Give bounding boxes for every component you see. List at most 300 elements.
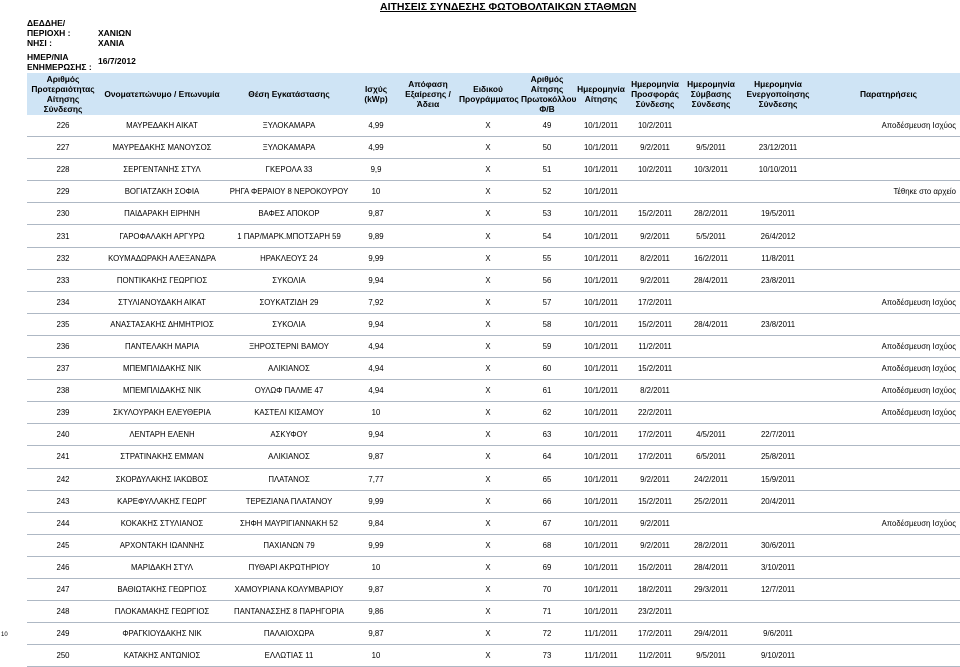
cell-power: 10 <box>353 556 399 578</box>
cell-notes <box>817 490 960 512</box>
cell-activation-date <box>739 335 817 357</box>
cell-offer-date: 15/2/2011 <box>627 203 683 225</box>
cell-location: ΑΛΙΚΙΑΝΟΣ <box>225 446 353 468</box>
cell-num: 247 <box>27 578 99 600</box>
cell-name: ΓΑΡΟΦΑΛΑΚΗ ΑΡΓΥΡΩ <box>99 225 225 247</box>
table-row <box>27 291 960 313</box>
cell-power: 9,84 <box>353 512 399 534</box>
cell-offer-date: 10/2/2011 <box>627 115 683 137</box>
cell-contract-date <box>683 335 739 357</box>
cell-location: ΡΗΓΑ ΦΕΡΑΙΟΥ 8 ΝΕΡΟΚΟΥΡΟΥ <box>225 181 353 203</box>
cell-offer-date: 8/2/2011 <box>627 247 683 269</box>
cell-decision <box>399 291 457 313</box>
cell-name: ΠΟΝΤΙΚΑΚΗΣ ΓΕΩΡΓΙΟΣ <box>99 269 225 291</box>
cell-contract-date <box>683 601 739 623</box>
cell-name: ΠΑΙΔΑΡΑΚΗ ΕΙΡΗΝΗ <box>99 203 225 225</box>
cell-name: ΑΡΧΟΝΤΑΚΗ ΙΩΑΝΝΗΣ <box>99 534 225 556</box>
cell-protocol: 72 <box>519 623 575 645</box>
table-header-row <box>27 73 960 115</box>
cell-protocol: 67 <box>519 512 575 534</box>
cell-protocol: 68 <box>519 534 575 556</box>
cell-activation-date: 23/8/2011 <box>739 313 817 335</box>
cell-contract-date <box>683 291 739 313</box>
cell-program: X <box>457 181 519 203</box>
cell-location: ΑΣΚΥΦΟΥ <box>225 424 353 446</box>
cell-offer-date <box>627 181 683 203</box>
cell-app-date: 10/1/2011 <box>575 380 627 402</box>
cell-num: 230 <box>27 203 99 225</box>
cell-location: ΠΑΝΤΑΝΑΣΣΗΣ 8 ΠΑΡΗΓΟΡΙΑ <box>225 601 353 623</box>
table-row <box>27 313 960 335</box>
cell-app-date: 10/1/2011 <box>575 269 627 291</box>
cell-num: 242 <box>27 468 99 490</box>
cell-activation-date: 22/7/2011 <box>739 424 817 446</box>
cell-decision <box>399 115 457 137</box>
cell-app-date: 10/1/2011 <box>575 203 627 225</box>
cell-power: 9,86 <box>353 601 399 623</box>
cell-notes <box>817 556 960 578</box>
cell-name: ΣΤΥΛΙΑΝΟΥΔΑΚΗ ΑΙΚΑΤ <box>99 291 225 313</box>
cell-offer-date: 9/2/2011 <box>627 225 683 247</box>
cell-app-date: 10/1/2011 <box>575 115 627 137</box>
cell-contract-date: 29/3/2011 <box>683 578 739 600</box>
cell-activation-date: 3/10/2011 <box>739 556 817 578</box>
table-row <box>27 159 960 181</box>
table-row <box>27 115 960 137</box>
cell-program: X <box>457 115 519 137</box>
cell-notes <box>817 159 960 181</box>
cell-protocol: 64 <box>519 446 575 468</box>
cell-num: 234 <box>27 291 99 313</box>
cell-offer-date: 9/2/2011 <box>627 534 683 556</box>
cell-activation-date: 15/9/2011 <box>739 468 817 490</box>
cell-program: X <box>457 424 519 446</box>
cell-num: 235 <box>27 313 99 335</box>
column-header-location: Θέση Εγκατάστασης <box>225 73 353 115</box>
cell-program: X <box>457 225 519 247</box>
cell-name: ΜΑΡΙΔΑΚΗ ΣΤΥΛ <box>99 556 225 578</box>
cell-protocol: 53 <box>519 203 575 225</box>
table-row <box>27 534 960 556</box>
table-row <box>27 247 960 269</box>
cell-decision <box>399 358 457 380</box>
area-label: ΠΕΡΙΟΧΗ : <box>27 28 71 38</box>
table-row <box>27 181 960 203</box>
table-row <box>27 601 960 623</box>
table-row <box>27 225 960 247</box>
cell-contract-date: 25/2/2011 <box>683 490 739 512</box>
cell-contract-date: 5/5/2011 <box>683 225 739 247</box>
cell-location: ΠΑΧΙΑΝΩΝ 79 <box>225 534 353 556</box>
cell-activation-date: 19/5/2011 <box>739 203 817 225</box>
cell-program: X <box>457 490 519 512</box>
cell-activation-date: 12/7/2011 <box>739 578 817 600</box>
cell-decision <box>399 645 457 667</box>
table-row <box>27 424 960 446</box>
cell-program: X <box>457 358 519 380</box>
cell-program: X <box>457 159 519 181</box>
cell-decision <box>399 578 457 600</box>
cell-contract-date: 28/2/2011 <box>683 203 739 225</box>
cell-contract-date: 6/5/2011 <box>683 446 739 468</box>
cell-activation-date <box>739 291 817 313</box>
cell-decision <box>399 490 457 512</box>
cell-contract-date: 29/4/2011 <box>683 623 739 645</box>
cell-contract-date: 16/2/2011 <box>683 247 739 269</box>
cell-num: 241 <box>27 446 99 468</box>
cell-location: ΠΑΛΑΙΟΧΩΡΑ <box>225 623 353 645</box>
cell-contract-date: 9/5/2011 <box>683 645 739 667</box>
cell-app-date: 10/1/2011 <box>575 335 627 357</box>
cell-decision <box>399 247 457 269</box>
table-row <box>27 578 960 600</box>
table-row <box>27 512 960 534</box>
table-row <box>27 556 960 578</box>
cell-protocol: 69 <box>519 556 575 578</box>
cell-name: ΜΠΕΜΠΛΙΔΑΚΗΣ ΝΙΚ <box>99 380 225 402</box>
cell-location: ΑΛΙΚΙΑΝΟΣ <box>225 358 353 380</box>
date-label-line1: ΗΜΕΡ/ΝΙΑ <box>27 52 69 62</box>
cell-protocol: 55 <box>519 247 575 269</box>
column-header-name: Ονοματεπώνυμο / Επωνυμία <box>99 73 225 115</box>
cell-decision <box>399 313 457 335</box>
cell-decision <box>399 601 457 623</box>
cell-notes <box>817 623 960 645</box>
column-header-notes: Παρατηρήσεις <box>817 73 960 115</box>
cell-power: 9,94 <box>353 424 399 446</box>
cell-num: 229 <box>27 181 99 203</box>
cell-num: 233 <box>27 269 99 291</box>
cell-location: ΧΑΜΟΥΡΙΑΝΑ ΚΟΛΥΜΒΑΡΙΟΥ <box>225 578 353 600</box>
cell-offer-date: 9/2/2011 <box>627 269 683 291</box>
cell-activation-date: 10/10/2011 <box>739 159 817 181</box>
cell-offer-date: 10/2/2011 <box>627 159 683 181</box>
cell-app-date: 11/1/2011 <box>575 623 627 645</box>
cell-protocol: 63 <box>519 424 575 446</box>
cell-num: 239 <box>27 402 99 424</box>
cell-program: X <box>457 446 519 468</box>
table-row <box>27 269 960 291</box>
cell-protocol: 59 <box>519 335 575 357</box>
cell-program: X <box>457 335 519 357</box>
cell-location: ΚΑΣΤΕΛΙ ΚΙΣΑΜΟΥ <box>225 402 353 424</box>
cell-offer-date: 17/2/2011 <box>627 623 683 645</box>
applications-table <box>27 73 960 667</box>
cell-notes <box>817 601 960 623</box>
cell-name: ΦΡΑΓΚΙΟΥΔΑΚΗΣ ΝΙΚ <box>99 623 225 645</box>
cell-protocol: 51 <box>519 159 575 181</box>
cell-decision <box>399 203 457 225</box>
cell-app-date: 10/1/2011 <box>575 137 627 159</box>
cell-power: 9,99 <box>353 247 399 269</box>
cell-notes <box>817 313 960 335</box>
page-title: ΑΙΤΗΣΕΙΣ ΣΥΝΔΕΣΗΣ ΦΩΤΟΒΟΛΤΑΙΚΩΝ ΣΤΑΘΜΩΝ <box>380 1 637 13</box>
cell-offer-date: 15/2/2011 <box>627 313 683 335</box>
cell-location: ΠΥΘΑΡΙ ΑΚΡΩΤΗΡΙΟΥ <box>225 556 353 578</box>
cell-location: ΣΗΦΗ ΜΑΥΡΙΓΙΑΝΝΑΚΗ 52 <box>225 512 353 534</box>
cell-activation-date: 26/4/2012 <box>739 225 817 247</box>
cell-name: ΣΚΥΛΟΥΡΑΚΗ ΕΛΕΥΘΕΡΙΑ <box>99 402 225 424</box>
cell-notes: Τέθηκε στο αρχείο <box>817 181 960 203</box>
cell-activation-date: 23/12/2011 <box>739 137 817 159</box>
cell-contract-date <box>683 380 739 402</box>
cell-offer-date: 9/2/2011 <box>627 468 683 490</box>
cell-app-date: 10/1/2011 <box>575 159 627 181</box>
cell-protocol: 49 <box>519 115 575 137</box>
cell-activation-date <box>739 601 817 623</box>
cell-program: X <box>457 203 519 225</box>
cell-offer-date: 17/2/2011 <box>627 424 683 446</box>
cell-notes: Αποδέσμευση Ισχύος <box>817 358 960 380</box>
cell-app-date: 10/1/2011 <box>575 225 627 247</box>
cell-protocol: 57 <box>519 291 575 313</box>
cell-num: 226 <box>27 115 99 137</box>
cell-program: X <box>457 313 519 335</box>
cell-protocol: 66 <box>519 490 575 512</box>
cell-location: ΕΛΛΩΤΙΑΣ 11 <box>225 645 353 667</box>
cell-power: 10 <box>353 181 399 203</box>
cell-num: 227 <box>27 137 99 159</box>
cell-name: ΣΚΟΡΔΥΛΑΚΗΣ ΙΑΚΩΒΟΣ <box>99 468 225 490</box>
cell-name: ΣΕΡΓΕΝΤΑΝΗΣ ΣΤΥΛ <box>99 159 225 181</box>
cell-num: 238 <box>27 380 99 402</box>
cell-power: 9,87 <box>353 623 399 645</box>
cell-power: 9,99 <box>353 534 399 556</box>
date-label-line2: ΕΝΗΜΕΡΩΣΗΣ : <box>27 62 92 72</box>
cell-name: ΚΑΡΕΦΥΛΛΑΚΗΣ ΓΕΩΡΓ <box>99 490 225 512</box>
cell-app-date: 10/1/2011 <box>575 402 627 424</box>
cell-activation-date: 11/8/2011 <box>739 247 817 269</box>
cell-location: ΞΥΛΟΚΑΜΑΡΑ <box>225 115 353 137</box>
cell-protocol: 60 <box>519 358 575 380</box>
cell-power: 4,99 <box>353 115 399 137</box>
cell-program: X <box>457 402 519 424</box>
table-row <box>27 645 960 667</box>
cell-location: ΤΕΡΕΖΙΑΝΑ ΠΛΑΤΑΝΟΥ <box>225 490 353 512</box>
cell-protocol: 71 <box>519 601 575 623</box>
cell-app-date: 10/1/2011 <box>575 578 627 600</box>
cell-contract-date <box>683 115 739 137</box>
cell-contract-date: 24/2/2011 <box>683 468 739 490</box>
cell-app-date: 10/1/2011 <box>575 468 627 490</box>
column-header-contract-date: Ημερομηνία Σύμβασης Σύνδεσης <box>683 73 739 115</box>
cell-decision <box>399 623 457 645</box>
cell-power: 10 <box>353 402 399 424</box>
cell-protocol: 58 <box>519 313 575 335</box>
cell-num: 240 <box>27 424 99 446</box>
table-row <box>27 380 960 402</box>
cell-location: ΟΥΛΩΦ ΠΑΛΜΕ 47 <box>225 380 353 402</box>
cell-program: X <box>457 601 519 623</box>
cell-notes: Αποδέσμευση Ισχύος <box>817 335 960 357</box>
column-header-offer-date: Ημερομηνία Προσφοράς Σύνδεσης <box>627 73 683 115</box>
cell-activation-date <box>739 512 817 534</box>
cell-program: X <box>457 645 519 667</box>
cell-program: X <box>457 512 519 534</box>
cell-protocol: 56 <box>519 269 575 291</box>
table-row <box>27 468 960 490</box>
cell-location: ΣΥΚΟΛΙΑ <box>225 313 353 335</box>
cell-num: 246 <box>27 556 99 578</box>
cell-notes <box>817 203 960 225</box>
cell-contract-date: 4/5/2011 <box>683 424 739 446</box>
cell-app-date: 10/1/2011 <box>575 601 627 623</box>
cell-notes: Αποδέσμευση Ισχύος <box>817 291 960 313</box>
cell-contract-date: 9/5/2011 <box>683 137 739 159</box>
cell-activation-date <box>739 115 817 137</box>
cell-contract-date <box>683 512 739 534</box>
cell-decision <box>399 380 457 402</box>
cell-name: ΒΟΓΙΑΤΖΑΚΗ ΣΟΦΙΑ <box>99 181 225 203</box>
cell-name: ΚΟΥΜΑΔΩΡΑΚΗ ΑΛΕΞΑΝΔΡΑ <box>99 247 225 269</box>
cell-location: ΞΥΛΟΚΑΜΑΡΑ <box>225 137 353 159</box>
cell-activation-date: 20/4/2011 <box>739 490 817 512</box>
cell-program: X <box>457 623 519 645</box>
cell-power: 4,99 <box>353 137 399 159</box>
column-header-program: Ειδικού Προγράμματος <box>457 73 519 115</box>
cell-offer-date: 9/2/2011 <box>627 512 683 534</box>
column-header-power: Ισχύς (kWp) <box>353 73 399 115</box>
cell-program: X <box>457 269 519 291</box>
cell-decision <box>399 534 457 556</box>
cell-offer-date: 22/2/2011 <box>627 402 683 424</box>
cell-notes: Αποδέσμευση Ισχύος <box>817 402 960 424</box>
cell-power: 9,94 <box>353 269 399 291</box>
cell-power: 9,87 <box>353 203 399 225</box>
cell-activation-date: 23/8/2011 <box>739 269 817 291</box>
table-row <box>27 490 960 512</box>
cell-program: X <box>457 380 519 402</box>
cell-program: X <box>457 468 519 490</box>
cell-decision <box>399 446 457 468</box>
date-value: 16/7/2012 <box>98 56 136 66</box>
cell-num: 231 <box>27 225 99 247</box>
cell-contract-date: 10/3/2011 <box>683 159 739 181</box>
cell-num: 245 <box>27 534 99 556</box>
cell-name: ΠΑΝΤΕΛΑΚΗ ΜΑΡΙΑ <box>99 335 225 357</box>
table-row <box>27 623 960 645</box>
cell-num: 232 <box>27 247 99 269</box>
cell-power: 9,87 <box>353 446 399 468</box>
cell-offer-date: 8/2/2011 <box>627 380 683 402</box>
cell-app-date: 11/1/2011 <box>575 645 627 667</box>
table-row <box>27 335 960 357</box>
cell-power: 10 <box>353 645 399 667</box>
cell-program: X <box>457 534 519 556</box>
area-value: ΧΑΝΙΩΝ <box>98 28 132 38</box>
cell-notes <box>817 247 960 269</box>
table-row <box>27 446 960 468</box>
cell-location: 1 ΠΑΡ/ΜΑΡΚ.ΜΠΟΤΣΑΡΗ 59 <box>225 225 353 247</box>
cell-app-date: 10/1/2011 <box>575 358 627 380</box>
cell-contract-date <box>683 181 739 203</box>
cell-protocol: 61 <box>519 380 575 402</box>
cell-name: ΚΟΚΑΚΗΣ ΣΤΥΛΙΑΝΟΣ <box>99 512 225 534</box>
cell-decision <box>399 335 457 357</box>
cell-power: 9,89 <box>353 225 399 247</box>
cell-app-date: 10/1/2011 <box>575 556 627 578</box>
cell-offer-date: 15/2/2011 <box>627 358 683 380</box>
cell-protocol: 70 <box>519 578 575 600</box>
cell-num: 243 <box>27 490 99 512</box>
cell-name: ΒΑΘΙΩΤΑΚΗΣ ΓΕΩΡΓΙΟΣ <box>99 578 225 600</box>
cell-notes <box>817 137 960 159</box>
cell-notes: Αποδέσμευση Ισχύος <box>817 380 960 402</box>
cell-protocol: 73 <box>519 645 575 667</box>
cell-notes <box>817 269 960 291</box>
cell-activation-date <box>739 380 817 402</box>
cell-protocol: 54 <box>519 225 575 247</box>
cell-contract-date: 28/2/2011 <box>683 534 739 556</box>
cell-num: 250 <box>27 645 99 667</box>
table-body <box>27 115 960 667</box>
cell-notes: Αποδέσμευση Ισχύος <box>817 115 960 137</box>
cell-decision <box>399 424 457 446</box>
cell-location: ΣΟΥΚΑΤΖΙΔΗ 29 <box>225 291 353 313</box>
table-row <box>27 203 960 225</box>
cell-name: ΛΕΝΤΑΡΗ ΕΛΕΝΗ <box>99 424 225 446</box>
cell-num: 237 <box>27 358 99 380</box>
cell-decision <box>399 181 457 203</box>
cell-offer-date: 17/2/2011 <box>627 291 683 313</box>
cell-name: ΜΠΕΜΠΛΙΔΑΚΗΣ ΝΙΚ <box>99 358 225 380</box>
cell-app-date: 10/1/2011 <box>575 534 627 556</box>
cell-contract-date: 28/4/2011 <box>683 269 739 291</box>
column-header-protocol: Αριθμός Αίτησης Πρωτοκόλλου Φ/Β <box>521 74 577 114</box>
cell-activation-date: 30/6/2011 <box>739 534 817 556</box>
cell-protocol: 52 <box>519 181 575 203</box>
cell-app-date: 10/1/2011 <box>575 313 627 335</box>
cell-decision <box>399 468 457 490</box>
table-row <box>27 402 960 424</box>
column-header-app-date: Ημερομηνία Αίτησης <box>575 73 627 115</box>
cell-notes <box>817 446 960 468</box>
cell-decision <box>399 512 457 534</box>
column-header-activation-date: Ημερομηνία Ενεργοποίησης Σύνδεσης <box>739 73 817 115</box>
column-header-num: Αριθμός Προτεραιότητας Αίτησης Σύνδεσης <box>27 73 99 115</box>
cell-offer-date: 15/2/2011 <box>627 556 683 578</box>
cell-protocol: 65 <box>519 468 575 490</box>
cell-offer-date: 17/2/2011 <box>627 446 683 468</box>
cell-location: ΣΥΚΟΛΙΑ <box>225 269 353 291</box>
cell-contract-date: 28/4/2011 <box>683 556 739 578</box>
cell-activation-date <box>739 181 817 203</box>
cell-location: ΞΗΡΟΣΤΕΡΝΙ ΒΑΜΟΥ <box>225 335 353 357</box>
cell-power: 7,92 <box>353 291 399 313</box>
cell-location: ΠΛΑΤΑΝΟΣ <box>225 468 353 490</box>
cell-num: 228 <box>27 159 99 181</box>
cell-num: 244 <box>27 512 99 534</box>
cell-power: 9,99 <box>353 490 399 512</box>
cell-program: X <box>457 247 519 269</box>
cell-contract-date <box>683 358 739 380</box>
cell-notes <box>817 468 960 490</box>
cell-offer-date: 18/2/2011 <box>627 578 683 600</box>
cell-app-date: 10/1/2011 <box>575 490 627 512</box>
island-value: ΧΑΝΙΑ <box>98 38 125 48</box>
cell-protocol: 50 <box>519 137 575 159</box>
cell-app-date: 10/1/2011 <box>575 446 627 468</box>
cell-power: 4,94 <box>353 358 399 380</box>
cell-num: 249 <box>27 623 99 645</box>
cell-notes <box>817 225 960 247</box>
cell-app-date: 10/1/2011 <box>575 181 627 203</box>
cell-offer-date: 15/2/2011 <box>627 490 683 512</box>
cell-name: ΚΑΤΑΚΗΣ ΑΝΤΩΝΙΟΣ <box>99 645 225 667</box>
cell-protocol: 62 <box>519 402 575 424</box>
cell-power: 9,94 <box>353 313 399 335</box>
cell-contract-date: 28/4/2011 <box>683 313 739 335</box>
